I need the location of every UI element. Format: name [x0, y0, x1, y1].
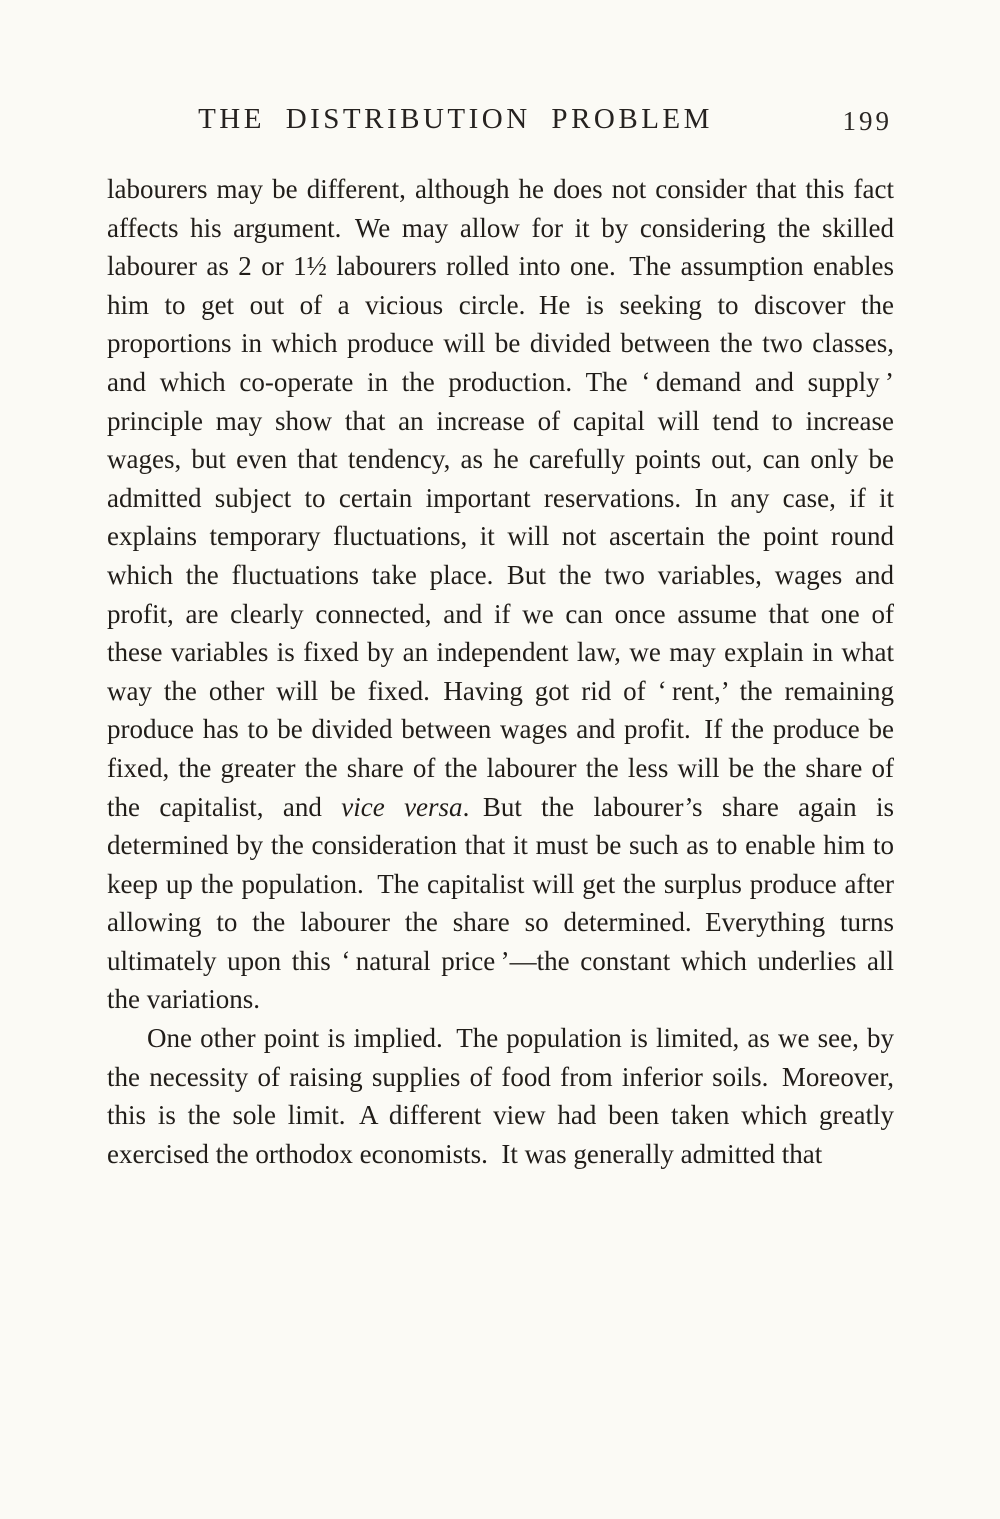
- page-number: 199: [842, 106, 892, 136]
- text-segment: labourers may be different, although he does not consider that this fact affects his argument. We may allow for it by considering the skilled labourer as 2 or 1½ labourers rolled into one. The assumption enables him to get out of a vicious circle. He is seeking to discover the proportions in which produce will be divided between the two classes, and which co-operate in the production. The ‘ demand and supply ’ principle may show that an increase of capital will tend to increase wages, but even that tendency, as he carefully points out, can only be admitted subject to certain important reservations. In any case, if it explains temporary fluctuations, it will not ascertain the point round which the fluctuations take place. But the two variables, wages and profit, are clearly connected, and if we can once assume that one of these variables is fixed by an independent law, we may explain in what way the other will be fixed. Having got rid of ‘ rent,’ the remaining produce has to be divided between wages and profit. If the produce be fixed, the greater the share of the labourer the less will be the share of the capitalist, and: [107, 174, 894, 822]
- page-header: [107, 103, 894, 143]
- book-page: [107, 0, 894, 1519]
- paragraph: [107, 1019, 894, 1173]
- text-block: [107, 170, 894, 1173]
- text-segment: . But the labourer’s share again is determined by the consideration that it must be such as to enable him to keep up the population. The capitalist will get the surplus produce after allowing to the labourer the share so determined. Everything turns ultimately upon this ‘ natural price ’—the constant which underlies all the variations.: [107, 791, 895, 1015]
- running-title: THE DISTRIBUTION PROBLEM: [198, 103, 713, 135]
- paragraph: [107, 170, 894, 1019]
- italic-text: vice versa: [341, 791, 463, 822]
- text-segment: One other point is implied. The population is limited, as we see, by the necessity of raising supplies of food from inferior soils. Moreover, this is the sole limit. A different view had been taken which greatly exercised the orthodox economists. It was generally admitted that: [107, 1023, 894, 1169]
